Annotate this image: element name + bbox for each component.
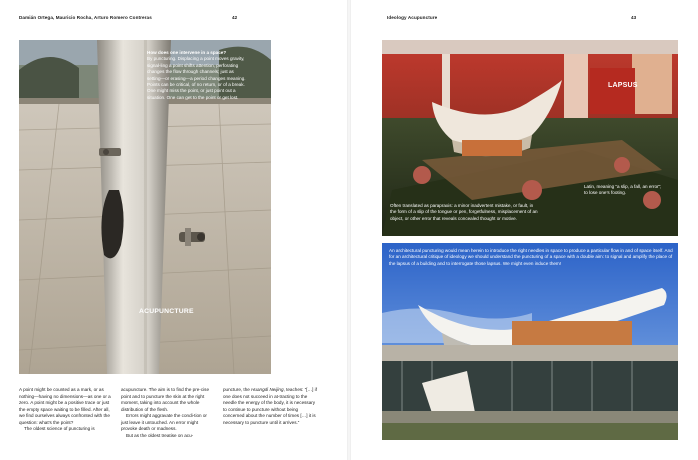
right-running-head: Ideology Acupuncture: [387, 15, 438, 20]
left-page-number: 42: [232, 15, 238, 20]
body-column-3: [223, 387, 317, 426]
body-col3-after: , teaches: “[…] if one does not succeed in at-tracting to the needle the energy of the body, it is necessary to continue to puncture without being concerned about the number of times […] it is necessary to puncture until it arrives.”: [223, 387, 317, 425]
huangdi-neijing-title: Huangdi Neijing: [251, 387, 284, 392]
lapsus-caption-right: Latin, meaning “a slip, a fall, an error”; to lose one’s footing.: [584, 184, 662, 196]
lapsus-caption-left: Often translated as parapraxis: a minor inadvertent mistake, or fault, in the form of a slip of the tongue or pen, forgetfulness, misplacement of an object, or other error that reveals concealed thought or motive.: [390, 203, 538, 221]
building-caption: An architectural puncturing would mean herein to introduce the right needles in space to produce a particular flow in and of space itself. And for an architectural critique of ideology we should understand the puncturing of a space with a double aim: to signal and amplify the place of the lapsus of a building and to interrogate those lapsus. We might even induce them!: [389, 248, 673, 266]
body-col3-para-1: [223, 387, 317, 426]
body-col2-para-3: But as the oldest treatise on acu-: [126, 432, 194, 438]
body-col1-para-2: The oldest science of puncturing is: [24, 426, 95, 431]
left-running-head: Damián Ortega, Mauricio Rocha, Arturo Romero Contreras: [19, 15, 152, 20]
building-photo: [382, 243, 678, 440]
acupuncture-overlay-body: By puncturing. Displacing a point moves gravity, signal-ling a point shifts attention, perforating changes the flow through channels; just as setting—or erasing—a period changes meaning. Points can be critical, of no return, or of a break. One might miss the point, or just point out a situation. One can get to the point or get lost.: [147, 56, 246, 100]
lapsus-label: LAPSUS: [608, 82, 638, 89]
acupuncture-overlay-title: How does one intervene in a space?: [147, 50, 227, 55]
right-page-number: 43: [631, 15, 637, 20]
body-column-2: [121, 387, 215, 439]
body-col1-para-1: A point might be counted as a mark, or as nothing—having no dimensions—as one or a zero. A point might be a positive trace or just the empty space waiting to be filled. After all, we find ourselves always confronted with the question: what's the point?: [19, 387, 111, 425]
body-column-1: [19, 387, 113, 433]
building-photo-art: [382, 243, 678, 440]
acupuncture-overlay-text: [147, 50, 247, 101]
body-col3-before: puncture, the: [223, 387, 252, 392]
body-col2-para-1: acupuncture. The aim is to find the pre-cise point and to puncture the skin at the right moment, taking into account the whole distribution of the flesh.: [121, 387, 210, 412]
acupuncture-label: ACUPUNCTURE: [139, 308, 194, 315]
body-col2-para-2: Errors might aggravate the condi-tion or just leave it untouched. An error might provoke death or madness.: [121, 413, 207, 431]
book-gutter: [347, 0, 351, 460]
